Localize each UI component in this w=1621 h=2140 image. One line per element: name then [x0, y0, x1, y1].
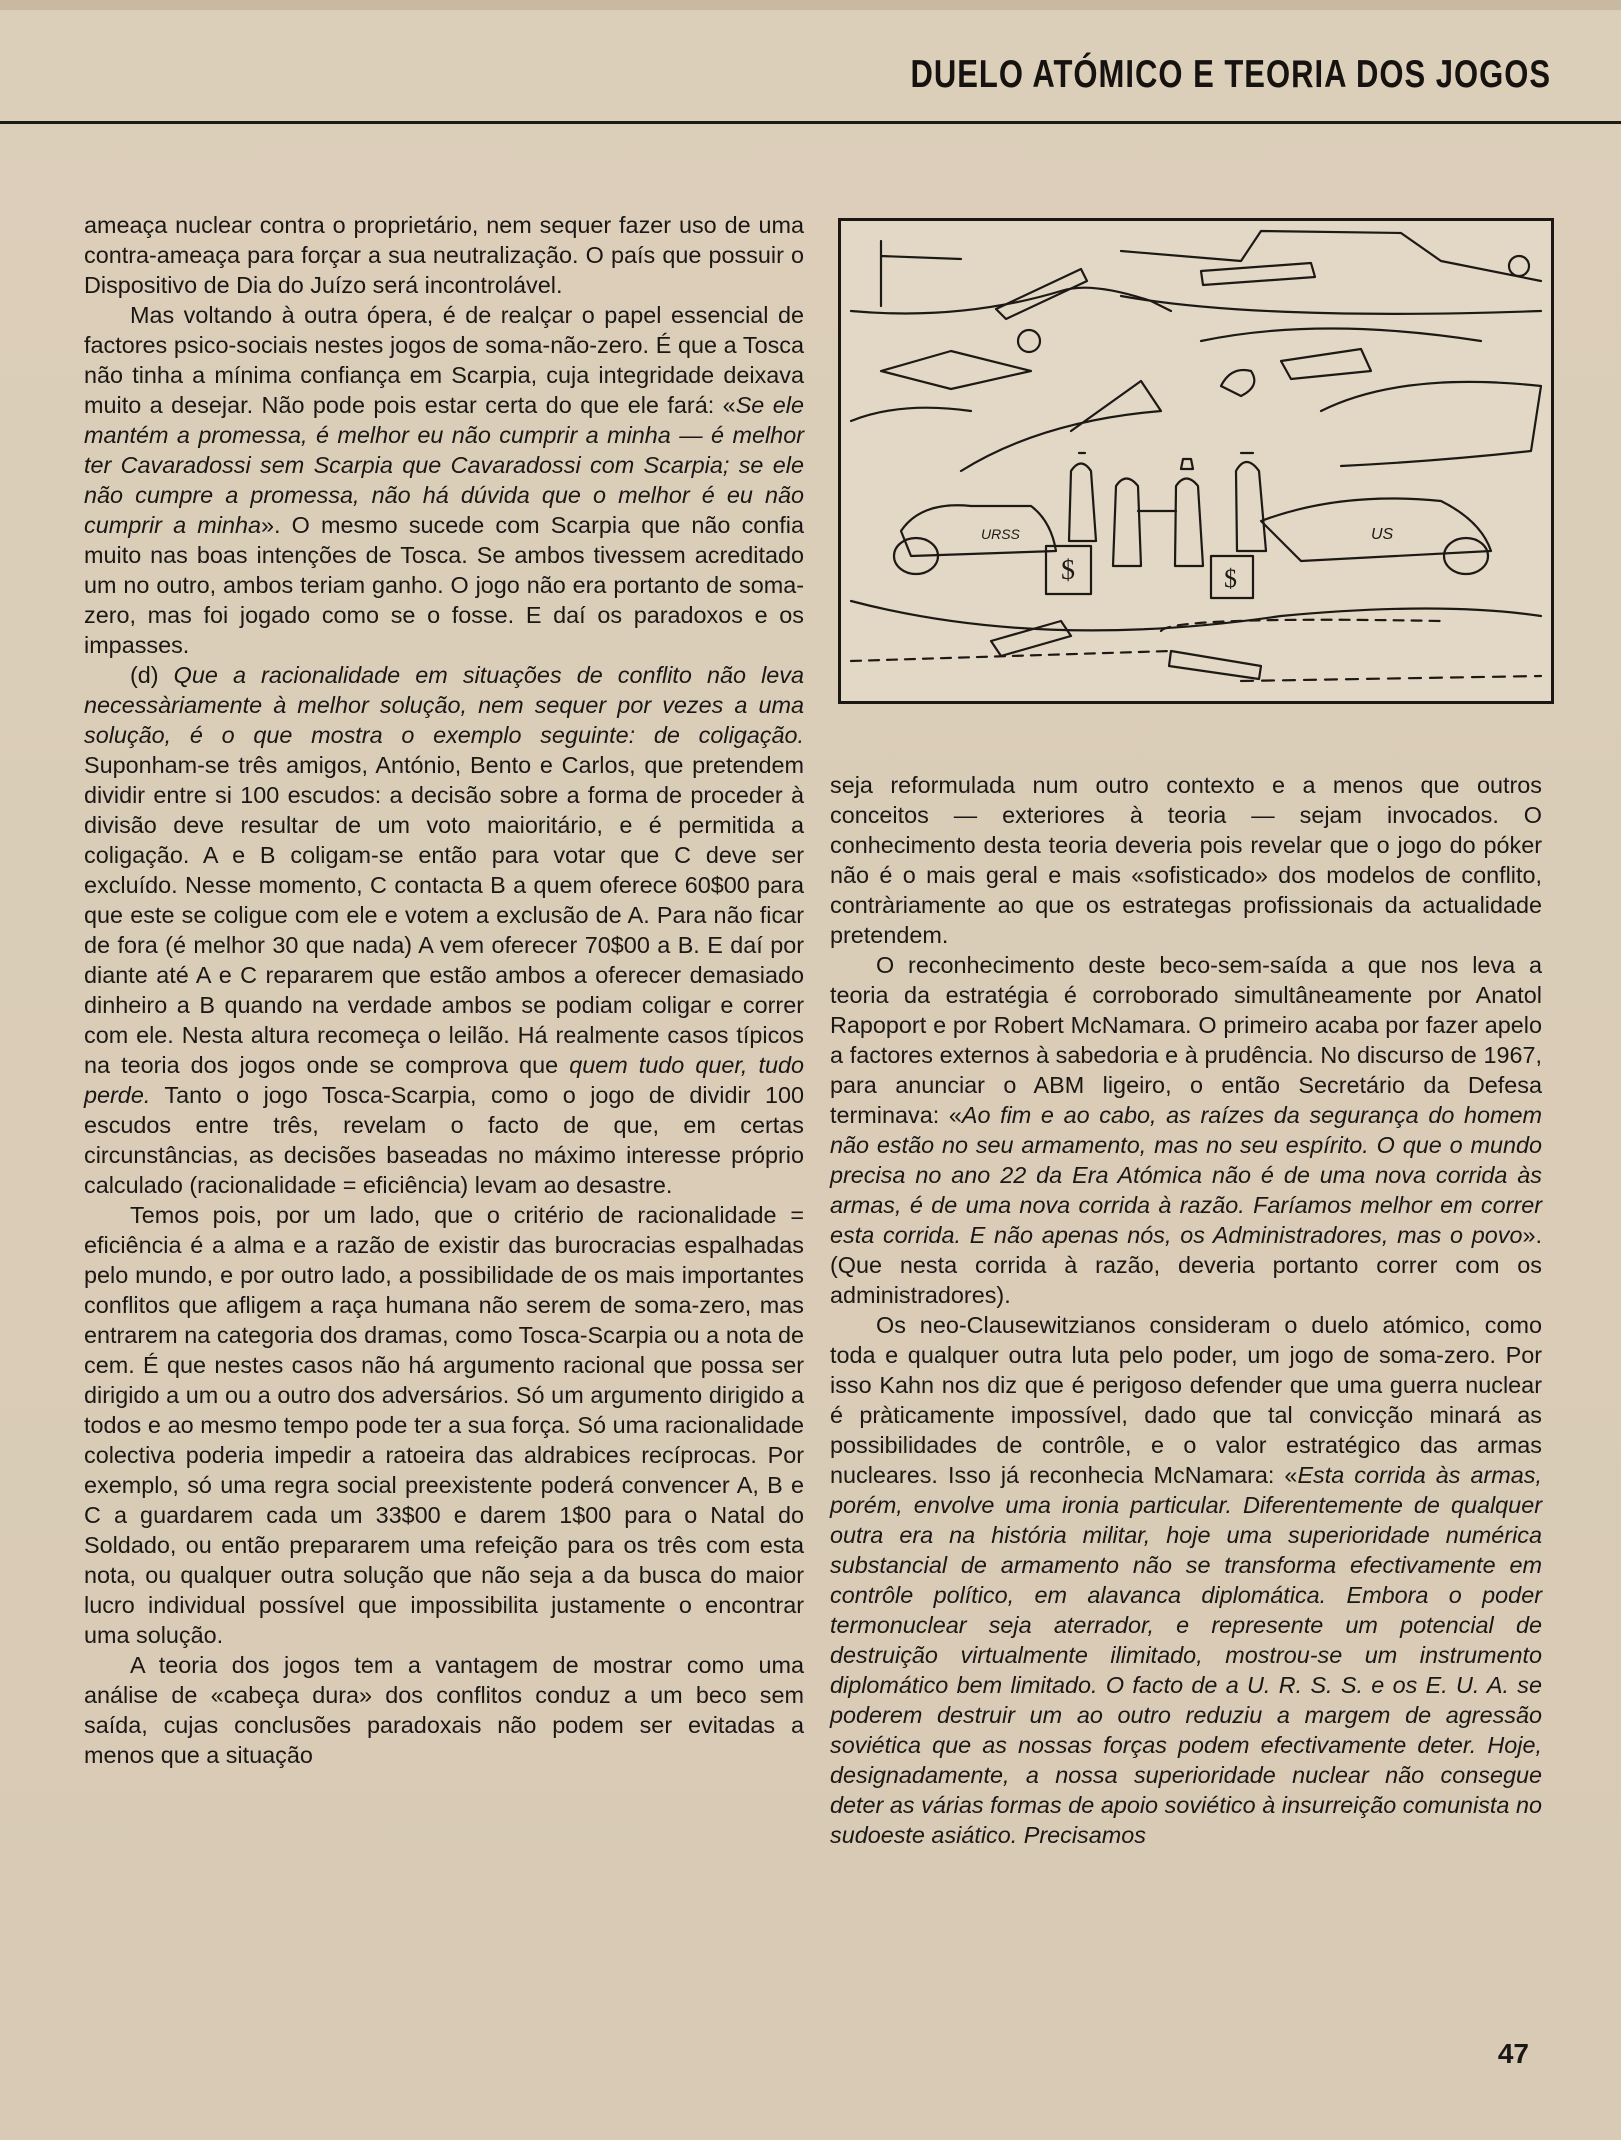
ship-mast-left [881, 241, 961, 306]
cannon-left [996, 269, 1087, 319]
paragraph [84, 300, 804, 660]
text-run: Tanto o jogo Tosca-Scarpia, como o jogo de dividir 100 escudos entre três, revelam o facto de que, em certas circunstâncias, as decisões baseadas no máximo interesse próprio calculado (racionalidade = eficiência) levam ao desastre. [84, 1082, 804, 1198]
ground-line [851, 601, 1541, 630]
italic-run: Se ele mantém a promessa, é melhor eu não cumprir a minha — é melhor ter Cavaradossi sem Scarpia que Cavaradossi com Scarpia; se ele não cumpre a promessa, não há dúvida que o melhor é eu não cumprir a minha [84, 392, 804, 538]
figure-diplomat-ussr [1113, 479, 1141, 567]
paragraph [84, 1200, 804, 1650]
page-top-edge [0, 0, 1621, 10]
bottom-dashes [1241, 676, 1541, 681]
right-column [830, 770, 1542, 1850]
ship-hull-left [851, 288, 1171, 314]
paragraph [84, 1650, 804, 1770]
paragraph [830, 950, 1542, 1310]
tank-ussr [901, 505, 1056, 556]
text-run: O reconhecimento deste beco-sem-saída a que nos leva a teoria da estratégia é corroborado simultâneamente por Anatol Rapoport e por Robert McNamara. O primeiro acaba por fazer apelo a factores externos à sabedoria e à prudência. No discurso de 1967, para anunciar o ABM ligeiro, o então Secretário da Defesa terminava: « [830, 952, 1542, 1128]
text-run: ». (Que nesta corrida à razão, deveria portanto correr com os administradores). [830, 1222, 1542, 1308]
italic-run: Ao fim e ao cabo, as raízes da segurança do homem não estão no seu armamento, mas no seu espírito. O que o mundo precisa no ano 22 da Era Atómica não é de uma nova corrida às armas, é de uma nova corrida à razão. Faríamos melhor em correr esta corrida. E não apenas nós, os Administradores, mas o povo [830, 1102, 1542, 1248]
ship-bow-right [1121, 231, 1541, 281]
italic-run: Esta corrida às armas, porém, envolve uma ironia particular. Diferentemente de qualquer outra era na história militar, hoje uma superioridade numérica substancial de armamento não se transforma efectivamente em contrôle político, em alavanca diplomática. Embora o poder termonuclear seja aterrador, e represente um potencial de destruição virtualmente ilimitado, mostrou-se um instrumento diplomático bem limitado. O facto de a U. R. S. S. e os E. U. A. se poderem destruir um ao outro reduziu a margem de agressão soviética que as nossas forças podem efectivamente deter. Hoje, designadamente, a nossa superioridade nuclear não consegue deter as várias formas de apoio soviético à insurreição comunista no sudoeste asiático. Precisamos [830, 1462, 1542, 1848]
text-run: Os neo-Clausewitzianos consideram o duelo atómico, como toda e qualquer outra luta pelo poder, um jogo de soma-zero. Por isso Kahn nos diz que é perigoso defender que uma guerra nuclear é pràticamente impossível, dado que tal convicção minará as possibilidades de contrôle, e o valor estratégico das armas nucleares. Isso já reconhecia McNamara: « [830, 1312, 1542, 1488]
text-run: Suponham-se três amigos, António, Bento e Carlos, que pretendem dividir entre si 100 escudos: a decisão sobre a forma de proceder à divisão deve resultar de um voto maioritário, e é permitida a coligação. A e B coligam-se então para votar que C deve ser excluído. Nesse momento, C contacta B a quem oferece 60$00 para que este se coligue com ele e votem a exclusão de A. Para não ficar de fora (é melhor 30 que nada) A vem oferecer 70$00 a B. E daí por diante até A e C repararem que estão ambos a oferecer demasiado dinheiro a B quando na verdade ambos se podiam coligar e correr com ele. Nesta altura recomeça o leilão. Há realmente casos típicos na teoria dos jogos onde se comprova que [84, 752, 804, 1078]
header-rule [0, 121, 1621, 124]
cartoon-illustration [838, 218, 1554, 704]
running-title: DUELO ATÓMICO E TEORIA DOS JOGOS [910, 52, 1551, 96]
paragraph [830, 770, 1542, 950]
text-run: A teoria dos jogos tem a vantagem de mostrar como uma análise de «cabeça dura» dos conflitos conduz a um beco sem saída, cujas conclusões paradoxais não podem ser evitadas a menos que a situação [84, 1652, 804, 1768]
figure-general-us [1236, 453, 1266, 551]
left-column [84, 210, 804, 1770]
dashed-path [851, 620, 1441, 661]
text-run: ». O mesmo sucede com Scarpia que não confia muito nas boas intenções de Tosca. Se ambos tivessem acreditado um no outro, ambos teriam ganho. O jogo não era portanto de soma-zero, mas foi jogado como se o fosse. E daí os paradoxos e os impasses. [84, 512, 805, 658]
italic-run: quem tudo quer, tudo perde. [84, 1052, 804, 1108]
porthole-icon [1018, 330, 1040, 352]
paragraph [84, 660, 804, 1200]
rocket-left [881, 351, 1031, 389]
money-symbol-left: $ [1061, 555, 1075, 586]
cartoon-drawing [841, 221, 1551, 701]
nuke-shape [1221, 370, 1254, 396]
label-us: US [1371, 526, 1394, 543]
missile-lower-right [1169, 651, 1261, 679]
ship-deck-right [1121, 296, 1541, 314]
rocket-right [1321, 382, 1541, 466]
page-number: 47 [1497, 2038, 1529, 2069]
cannon-right [1201, 263, 1315, 285]
figure-general-ussr [1069, 453, 1096, 541]
text-run: Temos pois, por um lado, que o critério de racionalidade = eficiência é a alma e a razão de existir das burocracias espalhadas pelo mundo, e por outro lado, a possibilidade de os mais importantes conflitos que afligem a raça humana não serem de soma-zero, mas entrarem na categoria dos dramas, como Tosca-Scarpia ou a nota de cem. É que nestes casos não há argumento racional que possa ser dirigido a um ou a outro dos adversários. Só um argumento dirigido a todos e ao mesmo tempo pode ter a sua força. Só uma racionalidade colectiva poderia impedir a ratoeira das aldrabices recíprocas. Por exemplo, só uma regra social preexistente poderá convencer A, B e C a guardarem cada um 33$00 e darem 1$00 para o Natal do Soldado, ou então prepararem uma refeição para os três com esta nota, ou qualquer outra solução que não seja a da busca do maior lucro individual possível que impossibilita justamente o encontrar uma solução. [84, 1202, 804, 1648]
rocket-top-right [1281, 349, 1371, 379]
porthole-icon [1509, 256, 1529, 276]
figure-diplomat-us [1175, 459, 1203, 566]
wave-line [851, 329, 1481, 422]
label-ussr: URSS [981, 526, 1020, 542]
italic-run: Que a racionalidade em situações de conflito não leva necessàriamente à melhor solução, nem sequer por vezes a uma solução, é o que mostra o exemplo seguinte: de coligação. [84, 662, 804, 748]
rocket-middle [961, 381, 1161, 471]
tank-wheel [1444, 538, 1488, 574]
text-run: ameaça nuclear contra o proprietário, nem sequer fazer uso de uma contra-ameaça para forçar a sua neutralização. O país que possuir o Dispositivo de Dia do Juízo será incontrolável. [84, 212, 804, 298]
paragraph [84, 210, 804, 300]
text-run: Mas voltando à outra ópera, é de realçar o papel essencial de factores psico-sociais nestes jogos de soma-não-zero. É que a Tosca não tinha a mínima confiança em Scarpia, cuja integridade deixava muito a desejar. Não pode pois estar certa do que ele fará: « [84, 302, 804, 418]
money-symbol-right: $ [1224, 564, 1237, 593]
text-run: (d) [130, 662, 174, 688]
text-run: seja reformulada num outro contexto e a menos que outros conceitos — exteriores à teoria — sejam invocados. O conhecimento desta teoria deveria pois revelar que o jogo do póker não é o mais geral e mais «sofisticado» dos modelos de conflito, contràriamente ao que os estrategas profissionais da actualidade pretendem. [830, 772, 1542, 948]
paragraph [830, 1310, 1542, 1850]
